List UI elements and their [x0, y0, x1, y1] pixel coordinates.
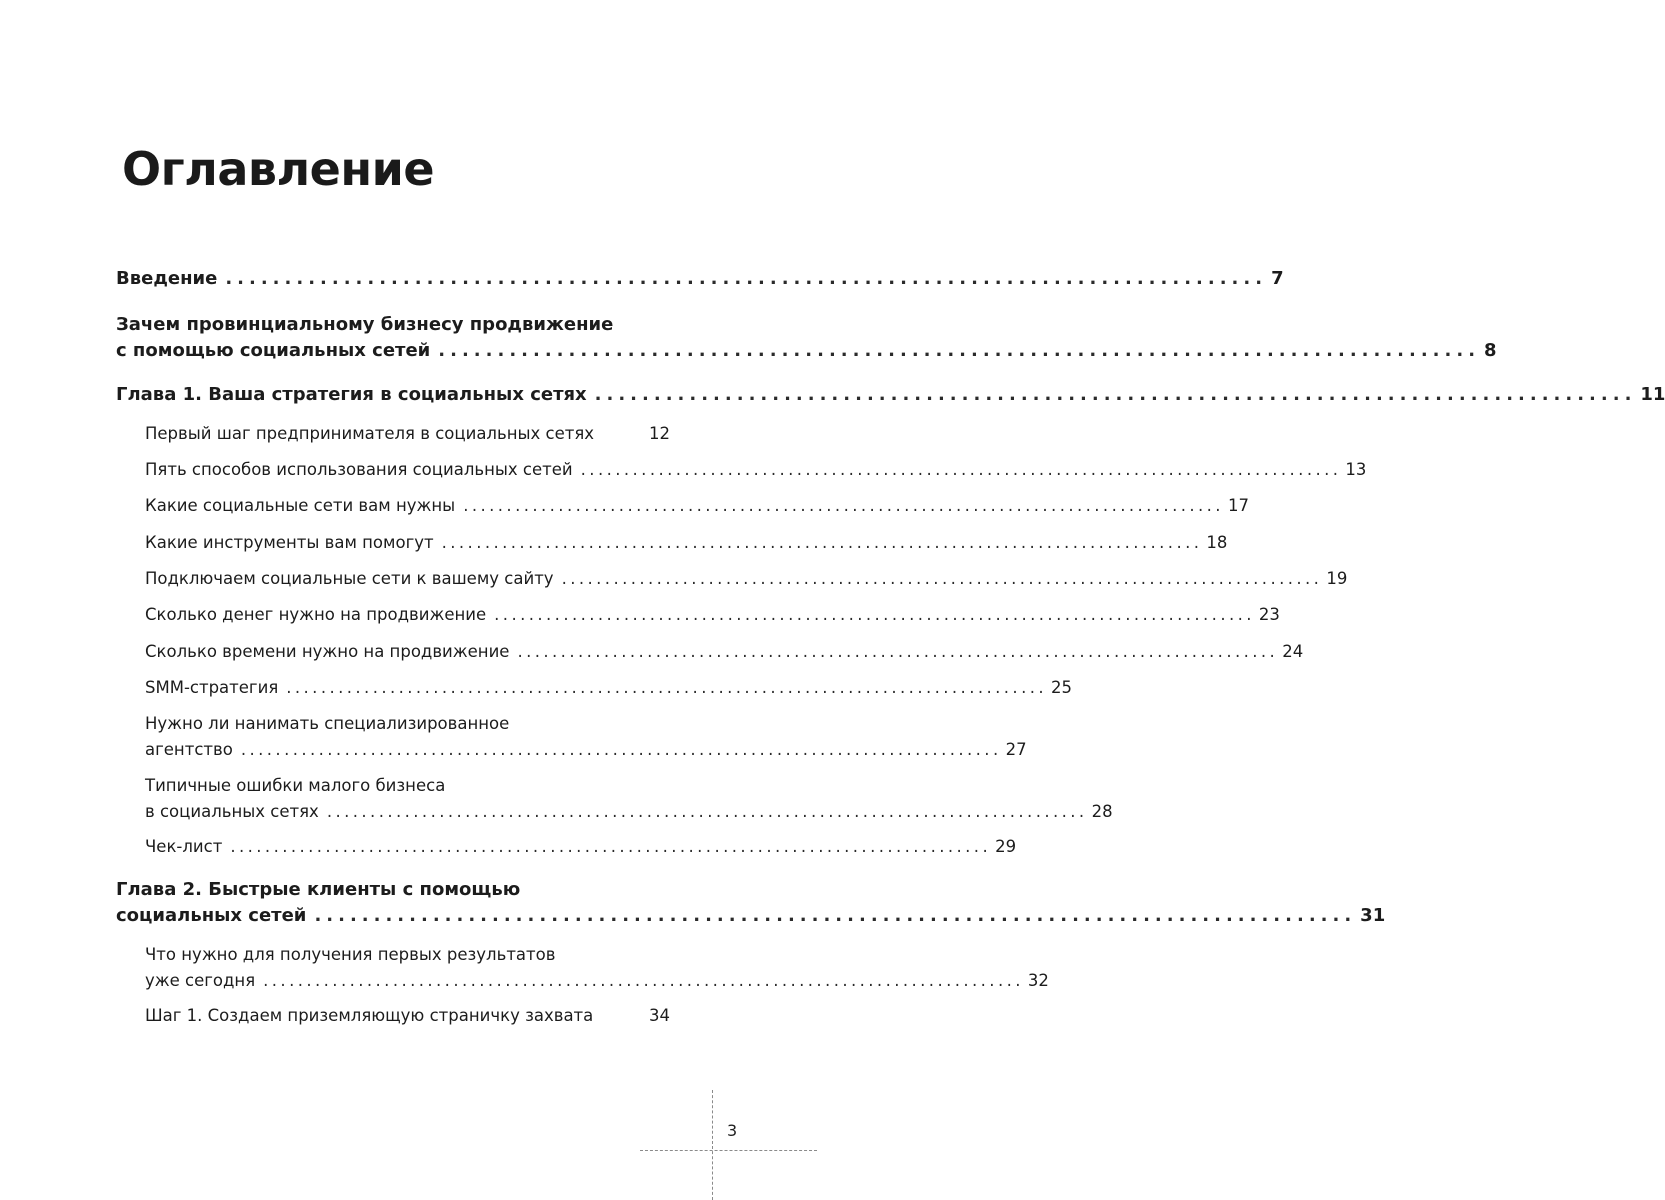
toc-entry-title-cont: социальных сетей [116, 905, 307, 926]
toc-entry-which-networks[interactable] [145, 493, 1249, 519]
toc-entry-checklist[interactable] [145, 834, 1017, 860]
toc-page-number: 34 [649, 1006, 670, 1025]
toc-entry-how-much-time[interactable] [145, 639, 1304, 665]
page-number: 3 [727, 1121, 738, 1140]
toc-entry-chapter-2[interactable] [116, 877, 1386, 929]
toc-entry-typical-mistakes[interactable] [145, 773, 1113, 825]
toc-entry-title: Первый шаг предпринимателя в социальных сетях [145, 424, 595, 443]
toc-entry-title: Глава 1. Ваша стратегия в социальных сетях [116, 384, 587, 405]
toc-leader-dots: ........................................................................................ [517, 642, 1279, 661]
toc-entry-title: Сколько времени нужно на продвижение [145, 642, 510, 661]
toc-leader-dots: ........................................................................................ [580, 460, 1342, 479]
toc-leader-dots: ........................................................................................ [594, 384, 1637, 405]
toc-leader-dots: ........................................................................................ [263, 971, 1024, 990]
toc-page-number: 8 [1484, 340, 1497, 361]
toc-entry-title: Пять способов использования социальных сетей [145, 460, 573, 479]
toc-entry-title: Чек-лист [145, 837, 223, 856]
toc-entry-connect-site[interactable] [145, 566, 1348, 592]
toc-page-number: 29 [995, 837, 1017, 856]
toc-entry-how-much-money[interactable] [145, 602, 1280, 628]
toc-entry-first-results[interactable] [145, 942, 1049, 994]
toc-entry-smm-strategy[interactable] [145, 675, 1072, 701]
toc-entry-title-cont: уже сегодня [145, 971, 256, 990]
toc-page-number: 18 [1206, 533, 1228, 552]
toc-page-number: 31 [1360, 905, 1386, 926]
toc-entry-landing-page[interactable] [145, 1003, 670, 1029]
toc-leader-dots: ........................................................................................ [494, 605, 1255, 624]
toc-entry-title: Подключаем социальные сети к вашему сайту [145, 569, 554, 588]
toc-leader-dots: ........................................................................................ [441, 533, 1203, 552]
toc-leader-dots: ........................................................................................ [326, 802, 1088, 821]
toc-page-number: 27 [1005, 740, 1027, 759]
toc-page-number: 23 [1258, 605, 1280, 624]
toc-entry-title: Введение [116, 268, 218, 289]
toc-leader-dots: ........................................................................................ [438, 340, 1481, 361]
toc-entry-title: Шаг 1. Создаем приземляющую страничку захвата [145, 1006, 594, 1025]
toc-entry-title: Какие инструменты вам помогут [145, 533, 434, 552]
toc-page-number: 28 [1091, 802, 1113, 821]
toc-entry-title: Типичные ошибки малого бизнеса [145, 776, 446, 795]
toc-leader-dots: ........................................................................................ [230, 837, 992, 856]
toc-entry-title-cont: с помощью социальных сетей [116, 340, 431, 361]
toc-page-number: 12 [649, 424, 670, 443]
toc-leader-dots: ........................................................................................ [240, 740, 1002, 759]
toc-entry-introduction[interactable] [116, 266, 1284, 292]
toc-entry-title: Глава 2. Быстрые клиенты с помощью [116, 879, 521, 900]
toc-entry-title: Какие социальные сети вам нужны [145, 496, 456, 515]
toc-entry-why-provincial-business[interactable] [116, 312, 1497, 364]
toc-page-number: 24 [1282, 642, 1304, 661]
toc-page-number: 7 [1271, 268, 1284, 289]
toc-entry-first-step[interactable] [145, 421, 670, 447]
toc-leader-dots: ........................................................................................ [463, 496, 1224, 515]
toc-entry-title-cont: в социальных сетях [145, 802, 319, 821]
toc-page-number: 25 [1051, 678, 1072, 697]
toc-entry-five-ways[interactable] [145, 457, 1367, 483]
toc-leader-dots: ........................................................................................ [286, 678, 1047, 697]
toc-entry-title: Сколько денег нужно на продвижение [145, 605, 487, 624]
toc-page-number: 13 [1345, 460, 1367, 479]
toc-entry-title-cont: агентство [145, 740, 233, 759]
toc-page-number: 17 [1227, 496, 1249, 515]
toc-entry-title: Нужно ли нанимать специализированное [145, 714, 510, 733]
toc-entry-title: Зачем провинциальному бизнесу продвижение [116, 314, 614, 335]
toc-leader-dots: ........................................................................................ [225, 268, 1268, 289]
toc-leader-dots: ........................................................................................ [561, 569, 1323, 588]
toc-entry-hire-agency[interactable] [145, 711, 1027, 763]
toc-entry-title: SMM-стратегия [145, 678, 279, 697]
crop-mark-horizontal [640, 1150, 817, 1151]
toc-entry-title: Что нужно для получения первых результатов [145, 945, 556, 964]
toc-entry-which-tools[interactable] [145, 530, 1228, 556]
toc-leader-dots: ........................................................................................ [314, 905, 1357, 926]
toc-page-number: 11 [1640, 384, 1665, 405]
toc-page-number: 32 [1027, 971, 1049, 990]
page-title: Оглавление [122, 142, 435, 196]
toc-entry-chapter-1[interactable] [116, 382, 1665, 408]
crop-mark-vertical [712, 1090, 713, 1200]
toc-page-number: 19 [1326, 569, 1348, 588]
